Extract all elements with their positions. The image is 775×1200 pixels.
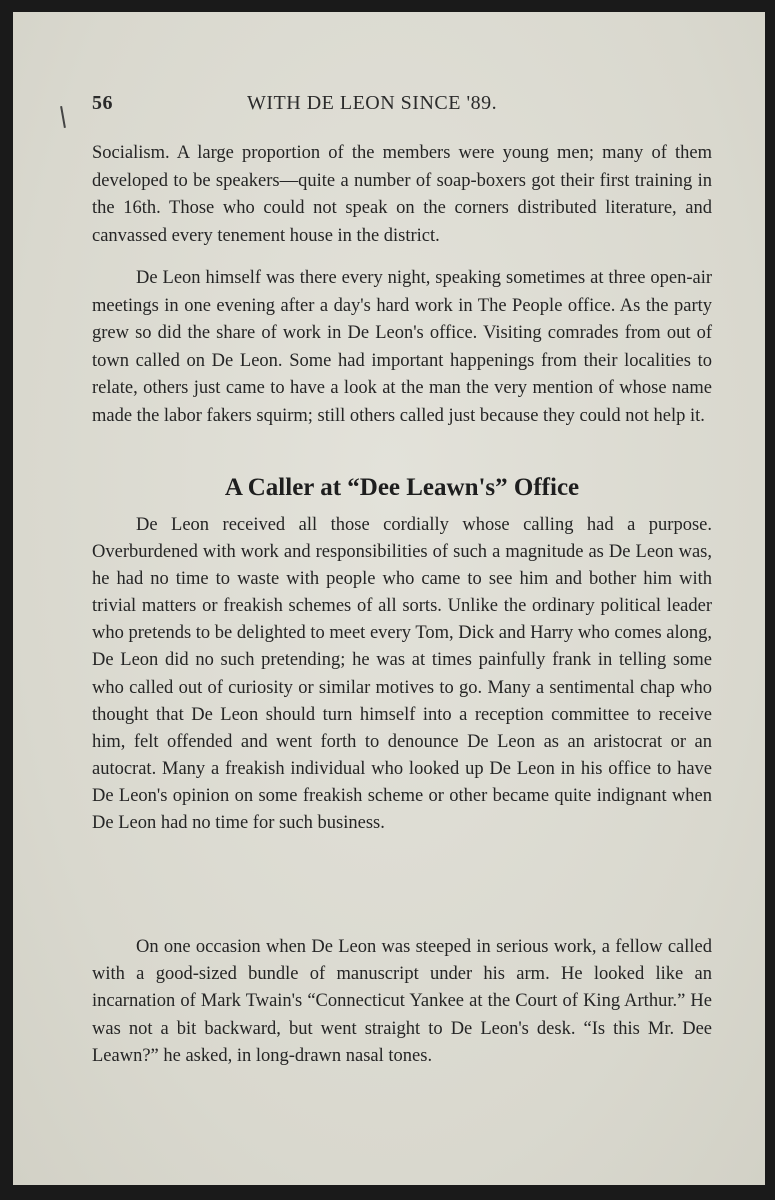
paragraph-2: De Leon himself was there every night, speaking sometimes at three open-air meetings in one evening after a day's hard work in The People office. As the party grew so did the share of work in De Leon's office. Visiting comrades from out of town called on De Leon. Some had important happenings from their localities to relate, others just came to have a look at the man the very mention of whose name made the labor fakers squirm; still others called just because they could not help it.	[92, 268, 712, 426]
paragraph-4: On one occasion when De Leon was steeped in serious work, a fellow called with a good-sized bundle of manuscript under his arm. He looked like an incarnation of Mark Twain's “Connecticut Yankee at the Court of King Arthur.” He was not a bit backward, but went straight to De Leon's desk. “Is this Mr. Dee Leawn?” he asked, in long-drawn nasal tones.	[92, 937, 712, 1066]
paragraph-3: De Leon received all those cordially whose calling had a purpose. Overburdened with work and responsibilities of such a magnitude as De Leon was, he had no time to waste with people who came to see him and bother him with trivial matters or freakish schemes of all sorts. Unlike the ordinary political leader who pretends to be delighted to meet every Tom, Dick and Harry who comes along, De Leon did no such pretending; he was at times painfully frank in telling some who called out of curiosity or similar motives to go. Many a sentimental chap who thought that De Leon should turn himself into a reception committee to receive him, felt offended and went forth to denounce De Leon as an aristocrat or an autocrat. Many a freakish individual who looked up De Leon in his office to have De Leon's opinion on some freakish scheme or other became quite indignant when De Leon had no time for such business.	[92, 515, 713, 834]
section-heading: A Caller at “Dee Leawn's” Office	[224, 474, 580, 501]
page-number-text: 56	[92, 92, 113, 114]
running-head-text	[92, 92, 712, 122]
paragraph-1: Socialism. A large proportion of the members were young men; many of them developed to be speakers—quite a number of soap-boxers got their first training in the 16th. Those who could not speak on the corners distributed literature, and canvassed every tenement house in the district.	[92, 143, 712, 246]
running-title-text: WITH DE LEON SINCE '89.	[247, 92, 498, 114]
